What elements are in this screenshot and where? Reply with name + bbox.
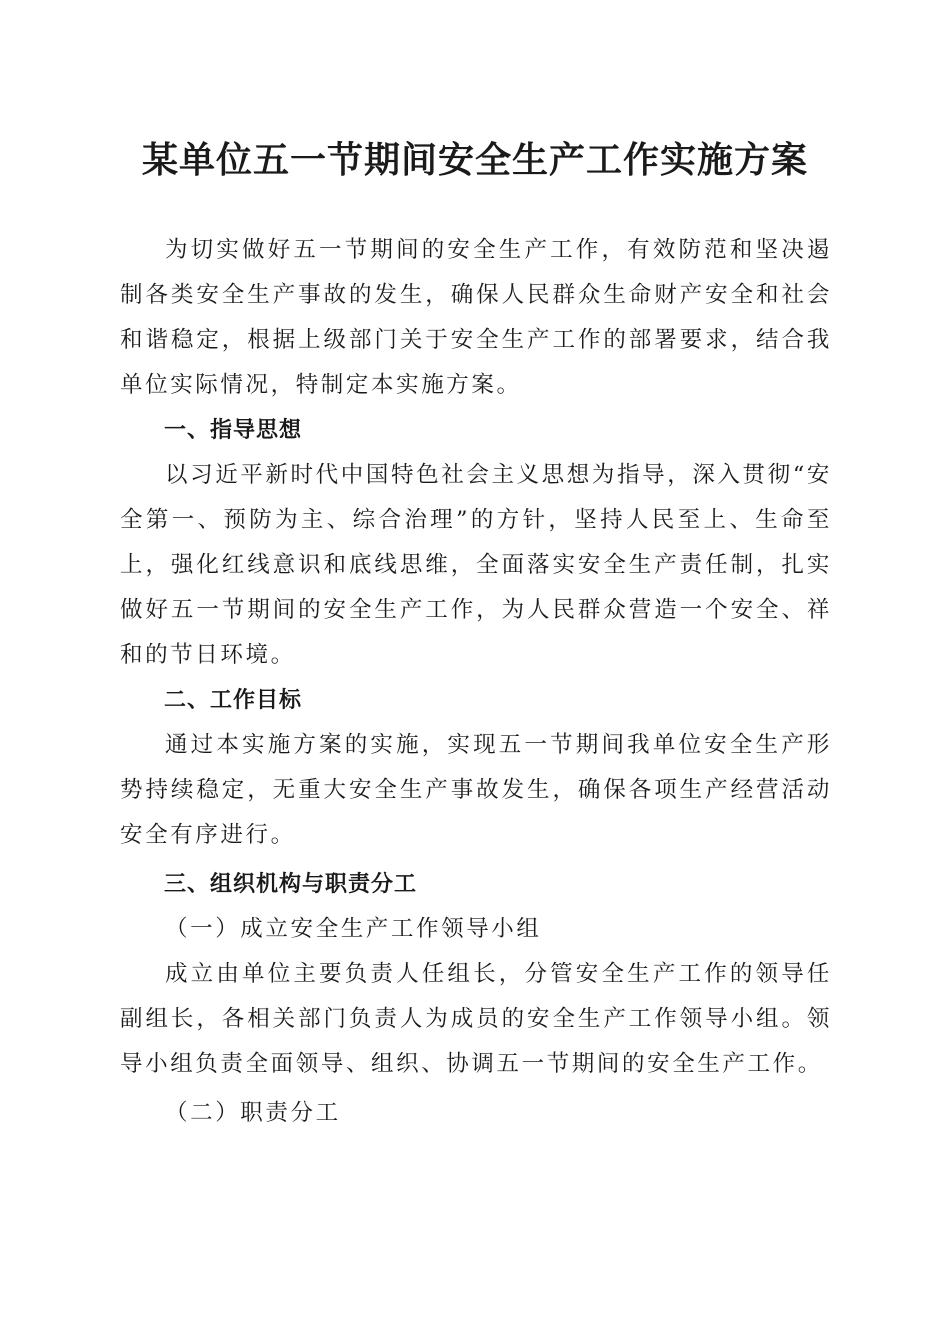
subsection-heading-leading-group: （一）成立安全生产工作领导小组 [165, 916, 542, 942]
intro-paragraph: 为切实做好五一节期间的安全生产工作，有效防范和坚决遏制各类安全生产事故的发生，确保人民群众生命财产安全和社会和谐稳定，根据上级部门关于安全生产工作的部署要求，结合我单位实际情况，特制定本实施方案。 [120, 237, 832, 398]
subsection-body-leading-group: 成立由单位主要负责人任组长，分管安全生产工作的领导任副组长，各相关部门负责人为成员的安全生产工作领导小组。领导小组负责全面领导、组织、协调五一节期间的安全生产工作。 [120, 961, 832, 1077]
section-heading-guiding-ideology: 一、指导思想 [164, 418, 303, 443]
section-body-guiding-ideology: 以习近平新时代中国特色社会主义思想为指导，深入贯彻“安全第一、预防为主、综合治理”的方针，坚持人民至上、生命至上，强化红线意识和底线思维，全面落实安全生产责任制，扎实做好五一节期间的安全生产工作，为人民群众营造一个安全、祥和的节日环境。 [120, 462, 832, 668]
subsection-heading-duties: （二）职责分工 [165, 1100, 341, 1126]
document-title: 某单位五一节期间安全生产工作实施方案 [141, 139, 808, 181]
section-body-work-goals: 通过本实施方案的实施，实现五一节期间我单位安全生产形势持续稳定，无重大安全生产事故发生，确保各项生产经营活动安全有序进行。 [120, 732, 832, 848]
document-body [120, 228, 832, 1136]
section-heading-organization: 三、组织机构与职责分工 [164, 872, 418, 897]
section-heading-work-goals: 二、工作目标 [164, 688, 303, 713]
